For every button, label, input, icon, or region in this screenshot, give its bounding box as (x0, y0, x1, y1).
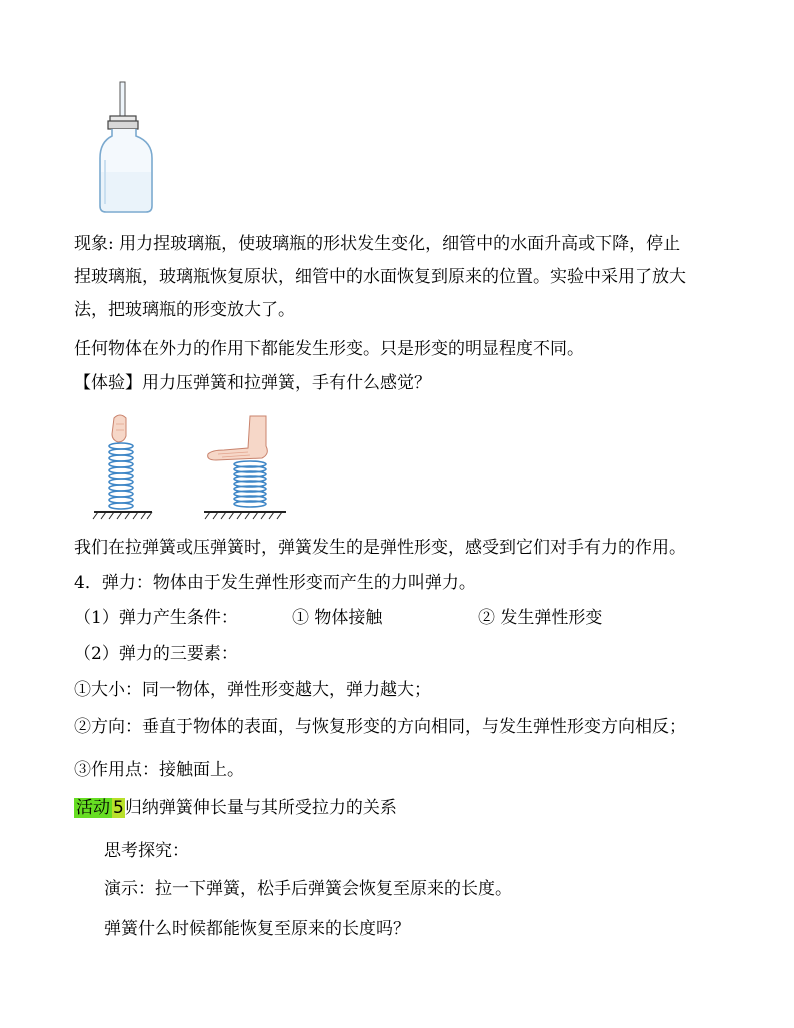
activity-tag: 活动 (76, 798, 110, 818)
demo-text: 演示：拉一下弹簧，松手后弹簧会恢复至原来的长度。 (104, 879, 512, 899)
activity-number: 5 (113, 798, 124, 818)
condition-label: （1）弹力产生条件： (74, 608, 238, 628)
spring-press-figure (200, 412, 290, 522)
activity-heading (74, 797, 397, 819)
observation-line-1: 现象: 用力捏玻璃瓶，使玻璃瓶的形状发生变化，细管中的水面升高或下降，停止 (74, 234, 681, 254)
think-heading: 思考探究： (104, 841, 189, 861)
question-text: 弹簧什么时候都能恢复至原来的长度吗？ (104, 919, 410, 939)
any-object-text: 任何物体在外力的作用下都能发生形变。只是形变的明显程度不同。 (74, 339, 584, 359)
condition-deformation: ② 发生弹性形变 (478, 608, 603, 628)
experience-prompt: 【体验】用力压弹簧和拉弹簧，手有什么感觉？ (74, 373, 431, 393)
observation-line-3: 法，把玻璃瓶的形变放大了。 (74, 300, 295, 320)
element-magnitude: ①大小：同一物体，弹性形变越大，弹力越大； (74, 680, 431, 700)
element-direction: ②方向：垂直于物体的表面，与恢复形变的方向相同，与发生弹性形变方向相反； (74, 717, 686, 737)
three-elements-heading: （2）弹力的三要素： (74, 644, 238, 664)
observation-line-2: 捏玻璃瓶，玻璃瓶恢复原状，细管中的水面恢复到原来的位置。实验中采用了放大 (74, 267, 686, 287)
spring-explanation: 我们在拉弹簧或压弹簧时，弹簧发生的是弹性形变，感受到它们对手有力的作用。 (74, 538, 686, 558)
elastic-force-definition: 4．弹力：物体由于发生弹性形变而产生的力叫弹力。 (74, 573, 476, 593)
glass-bottle-figure (90, 80, 160, 216)
element-application-point: ③作用点：接触面上。 (74, 760, 244, 780)
spring-pull-figure (90, 412, 156, 522)
activity-title: 归纳弹簧伸长量与其所受拉力的关系 (124, 798, 397, 818)
condition-contact: ① 物体接触 (292, 608, 383, 628)
